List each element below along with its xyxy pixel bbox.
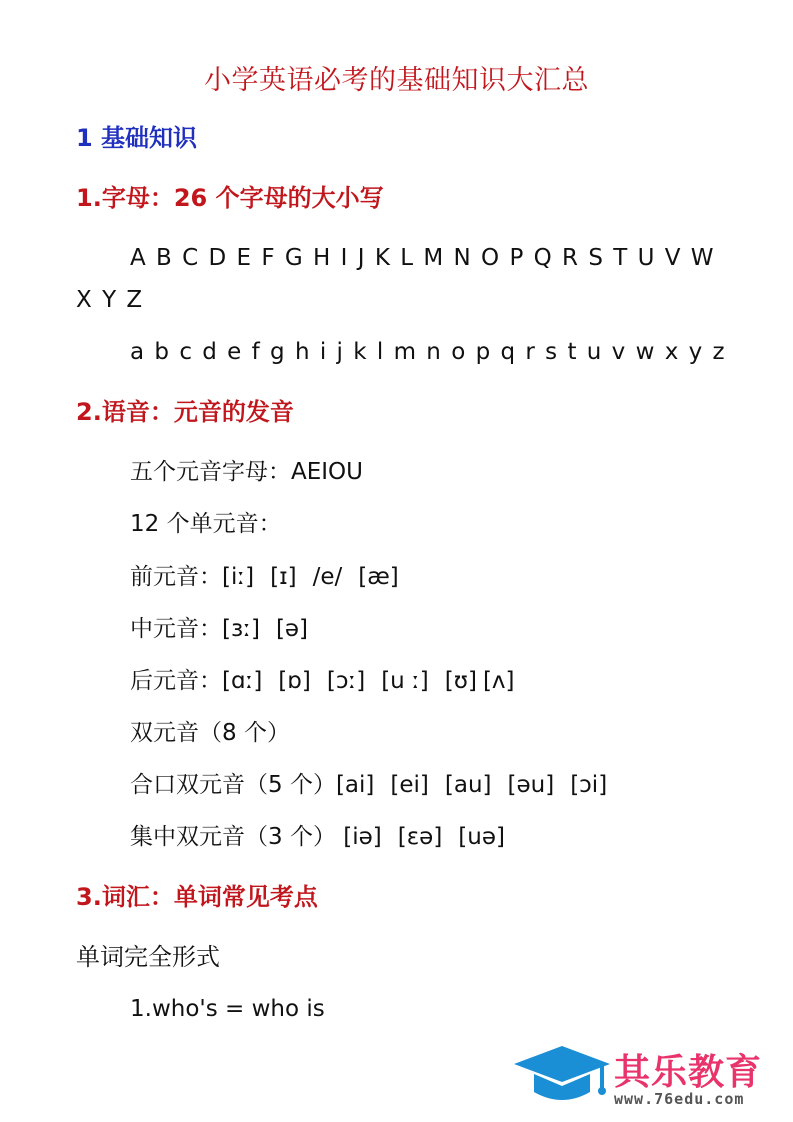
back-vowels-label: 后元音： bbox=[130, 668, 222, 694]
ipa-symbol: [ʊ] bbox=[444, 668, 477, 694]
vocabulary-item: 1.who's = who is bbox=[130, 996, 325, 1022]
brand-url: www.76edu.com bbox=[614, 1090, 745, 1108]
brand-logo bbox=[512, 1042, 786, 1114]
ipa-symbol: [ɜː] bbox=[222, 616, 260, 642]
ipa-symbol: [iː] bbox=[222, 564, 255, 590]
ipa-symbol: [ɪ] bbox=[270, 564, 297, 590]
closing-diphthongs-label: 合口双元音（5 个） bbox=[130, 772, 336, 798]
section-heading-basics: 1 基础知识 bbox=[76, 124, 198, 152]
vocabulary-subheading: 单词完全形式 bbox=[76, 943, 220, 971]
back-vowels-line bbox=[130, 665, 531, 697]
ipa-symbol: [ʌ] bbox=[482, 668, 515, 694]
page-title: 小学英语必考的基础知识大汇总 bbox=[204, 65, 589, 96]
ipa-symbol: [ɔi] bbox=[570, 772, 608, 798]
letters-heading: 1.字母：26 个字母的大小写 bbox=[76, 184, 384, 212]
central-vowels-line bbox=[130, 613, 324, 645]
ipa-symbol: [æ] bbox=[358, 564, 399, 590]
centering-diphthongs-line bbox=[130, 821, 521, 853]
ipa-symbol: /e/ bbox=[312, 564, 343, 590]
ipa-symbol: [ɔː] bbox=[326, 668, 366, 694]
brand-name: 其乐教育 bbox=[614, 1052, 763, 1093]
ipa-symbol: [ɒ] bbox=[278, 668, 311, 694]
front-vowels-line bbox=[130, 561, 415, 593]
front-vowels-label: 前元音： bbox=[130, 564, 222, 590]
monophthongs-line: 12 个单元音： bbox=[130, 511, 282, 537]
diphthongs-line: 双元音（8 个） bbox=[130, 720, 290, 746]
five-vowels-line: 五个元音字母：AEIOU bbox=[130, 459, 363, 485]
ipa-symbol: [əu] bbox=[507, 772, 555, 798]
ipa-symbol: [ai] bbox=[335, 772, 375, 798]
uppercase-letters-line2: X Y Z bbox=[76, 287, 144, 313]
uppercase-letters-line1: A B C D E F G H I J K L M N O P Q R S T U V W bbox=[130, 245, 716, 271]
central-vowels-label: 中元音： bbox=[130, 616, 222, 642]
lowercase-letters: a b c d e f g h i j k l m n o p q r s t u v w x y z bbox=[130, 339, 727, 365]
centering-diphthongs-label: 集中双元音（3 个） bbox=[130, 824, 344, 850]
ipa-symbol: [u ː] bbox=[381, 668, 429, 694]
closing-diphthongs-line bbox=[130, 769, 623, 801]
ipa-symbol: [εə] bbox=[397, 824, 443, 850]
graduation-cap-icon bbox=[512, 1042, 612, 1114]
ipa-symbol: [ə] bbox=[275, 616, 309, 642]
ipa-symbol: [uə] bbox=[458, 824, 505, 850]
ipa-symbol: [au] bbox=[444, 772, 492, 798]
phonetics-heading: 2.语音：元音的发音 bbox=[76, 398, 294, 426]
ipa-symbol: [ɑː] bbox=[222, 668, 263, 694]
ipa-symbol: [iə] bbox=[343, 824, 382, 850]
ipa-symbol: [ei] bbox=[390, 772, 429, 798]
vocabulary-heading: 3.词汇：单词常见考点 bbox=[76, 883, 318, 911]
